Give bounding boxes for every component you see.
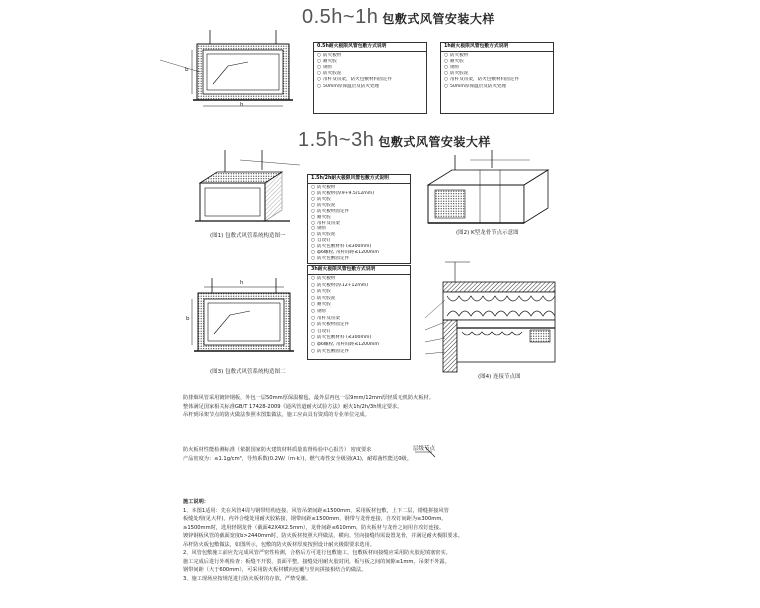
- caption-fig2: (图2) K型龙骨节点示意图: [456, 230, 519, 236]
- legend-item: ○ 50mm厚保温层及防火处理: [317, 84, 423, 90]
- legend-item: ○ 防火胶泥: [444, 71, 550, 77]
- legend-item: ○ 耐火胶: [311, 215, 407, 221]
- legend-item: ○ 耐火胶: [311, 302, 407, 309]
- legend-item: ○ 防火胶泥: [311, 296, 407, 303]
- title-mid-range: 1.5h~3h: [298, 129, 375, 151]
- legend-one-hour: [440, 42, 554, 114]
- top-duct-section: [160, 30, 293, 106]
- note-line: 板缝处理(见大样)，内外合缝处用耐火胶粘接，钢带间距≤1500mm，钢带与龙骨连接，自攻钉间距为≤300mm。: [183, 516, 447, 522]
- legend-one-hour-title: 1h耐火极限风管包敷方式说明: [441, 43, 553, 52]
- legend-item: ○ 钢带: [317, 65, 423, 71]
- legend-mid-b: [307, 265, 411, 360]
- fig4-joint-detail: [425, 262, 555, 372]
- legend-mid-b-title: 3h耐火极限风管包敷方式说明: [308, 266, 410, 275]
- legend-item: ○ 钢带: [444, 65, 550, 71]
- spec-line: 防排烟风管采用镀锌钢板，外包一层50mm厚保温棉毡，最外层再包一层9mm/12mm厚轻质无机防火板材。: [183, 395, 434, 401]
- legend-item: ○ 防火板材: [444, 53, 550, 59]
- dim-b-fig3: b: [186, 316, 190, 322]
- spec-line: 整体满足国家相关标准GB/T 17428-2009《通风管道耐火试验方法》耐火1h/2h/3h规定要求。: [183, 403, 403, 410]
- product-block: [183, 446, 413, 463]
- spec-line: 吊杆到吊架节点的防火做法参照本图集做法，施工应由具有资质的专业单位完成。: [183, 412, 370, 418]
- legend-item: ○ 防火板材固定件: [311, 209, 407, 215]
- legend-mid-a-title: 1.5h/2h耐火极限风管包敷方式说明: [308, 175, 410, 184]
- caption-fig4: (图4) 连接节点图: [478, 374, 521, 380]
- note-line: 吊杆防火板包敷做法，如图所示，包敷的防火板材厚度按照设计耐火极限要求选用。: [183, 541, 375, 548]
- legend-item: ○ 耐火胶: [444, 59, 550, 65]
- legend-item: ○ 防火板材(厚9+9.5/12mm): [311, 191, 407, 197]
- note-line: 1、本图1适用：先在风管4周与钢带结构连接，风管吊架间距≤1500mm，采用板材包敷，上下二层，错缝拼接风管: [183, 507, 449, 514]
- legend-item: ○ 防火板材: [311, 276, 407, 283]
- legend-item: ○ 防火包敷固定件: [311, 349, 407, 356]
- title-mid-text: 包敷式风管安装大样: [378, 135, 491, 149]
- legend-item: ○ 防火胶: [311, 197, 407, 203]
- legend-item: ○ 防火板材: [311, 185, 407, 191]
- legend-item: ○ 自攻钉: [311, 238, 407, 244]
- legend-item: ○ ф6螺栓, 吊杆间距≤1200mm: [311, 342, 407, 349]
- legend-item: ○ 防火板材: [317, 53, 423, 59]
- legend-item: ○ 钢带: [311, 309, 407, 316]
- dim-h-top: h: [240, 102, 244, 108]
- legend-item: ○ 防火包敷材料 (≤300mm): [311, 335, 407, 342]
- legend-half-hour-title: 0.5h耐火极限风管包敷方式说明: [314, 43, 426, 52]
- legend-item: ○ 吊杆及吊架: [311, 316, 407, 323]
- product-line: 防火板材性能检测标准（依据国家防火建筑材料质量监督检验中心报告） 密度要求: [183, 447, 372, 453]
- title-top-text: 包敷式风管安装大样: [382, 12, 495, 26]
- legend-item: ○ 防火胶泥: [317, 71, 423, 77]
- legend-item: ○ 50mm厚保温层及防火处理: [444, 84, 550, 90]
- note-line: 钢带间距（大于600mm），可采用防火板材横向包覆与竖向拼接相结合的做法。: [183, 567, 367, 573]
- legend-item: ○ 自攻钉: [311, 329, 407, 336]
- fig3-duct-section: [192, 278, 294, 351]
- note-line: ≥1500mm时，选用轻钢龙骨（截面42X4X2.5mm），龙骨间距≤610mm，防火板材与龙骨之间用自攻钉连接。: [183, 524, 445, 531]
- note-line: 3、施工现场应按规范进行防火板材的存放，严禁受潮。: [183, 575, 311, 582]
- legend-item: ○ ф6螺栓, 吊杆间距≤1200mm: [311, 250, 407, 256]
- legend-item: ○ 钢带: [311, 226, 407, 232]
- product-line: 产品密度为：≤1.1g/cm³，导热系数(0.2W/（m·k）)，燃气毒性安全级别(A1)，耐霉菌性能达0级。: [183, 455, 412, 462]
- title-top-range: 0.5h~1h: [302, 6, 379, 28]
- callout-label: 层级节点: [413, 446, 436, 452]
- dim-b-top: b: [185, 67, 189, 73]
- legend-item: ○ 防火板材(厚12+12mm): [311, 283, 407, 290]
- legend-mid-a: [307, 174, 411, 264]
- legend-item: ○ 防火胶泥: [311, 232, 407, 238]
- note-line: 镀锌钢板风管的截面宽度b>2440mm时，防火板材按照大样做法，横向、竖向接缝均需设置龙骨，并满足耐火极限要求。: [183, 533, 463, 539]
- legend-item: ○ 防火胶泥: [311, 203, 407, 209]
- dim-h-fig3: h: [240, 280, 244, 286]
- note-line: 施工完成后进行外观检查：板缝不开裂，表面平整，接缝处用耐火胶封闭，板与板之间的间隙≤1mm，吊架不外露。: [183, 558, 450, 565]
- legend-item: ○ 防火包敷材料 (≤300mm): [311, 244, 407, 250]
- legend-item: ○ 吊杆及吊架，防火包敷材料固定件: [444, 77, 550, 83]
- legend-item: ○ 耐火胶: [317, 59, 423, 65]
- caption-fig1: (图1) 包敷式风管系统构造图一: [210, 233, 286, 239]
- legend-item: ○ 防火包敷固定件: [311, 256, 407, 262]
- notes-block: [183, 498, 653, 583]
- legend-item: ○ 吊杆及吊架，防火包敷材料固定件: [317, 77, 423, 83]
- caption-fig3: (图3) 包敷式风管系统构造图二: [210, 369, 286, 375]
- legend-item: ○ 防火板材固定件: [311, 322, 407, 329]
- legend-half-hour: [313, 42, 427, 114]
- spec-block: [183, 394, 623, 420]
- legend-item: ○ 防火胶: [311, 289, 407, 296]
- legend-item: ○ 吊杆及吊架: [311, 221, 407, 227]
- notes-title: 施工说明：: [183, 499, 209, 505]
- fig1-iso-duct: [195, 150, 300, 221]
- note-line: 2、风管包敷施工前应先完成风管严密性检测，合格后方可进行包敷施工，包敷板材间接缝应采用防火胶泥填塞密实。: [183, 550, 451, 556]
- fig2-iso-duct: [428, 150, 548, 223]
